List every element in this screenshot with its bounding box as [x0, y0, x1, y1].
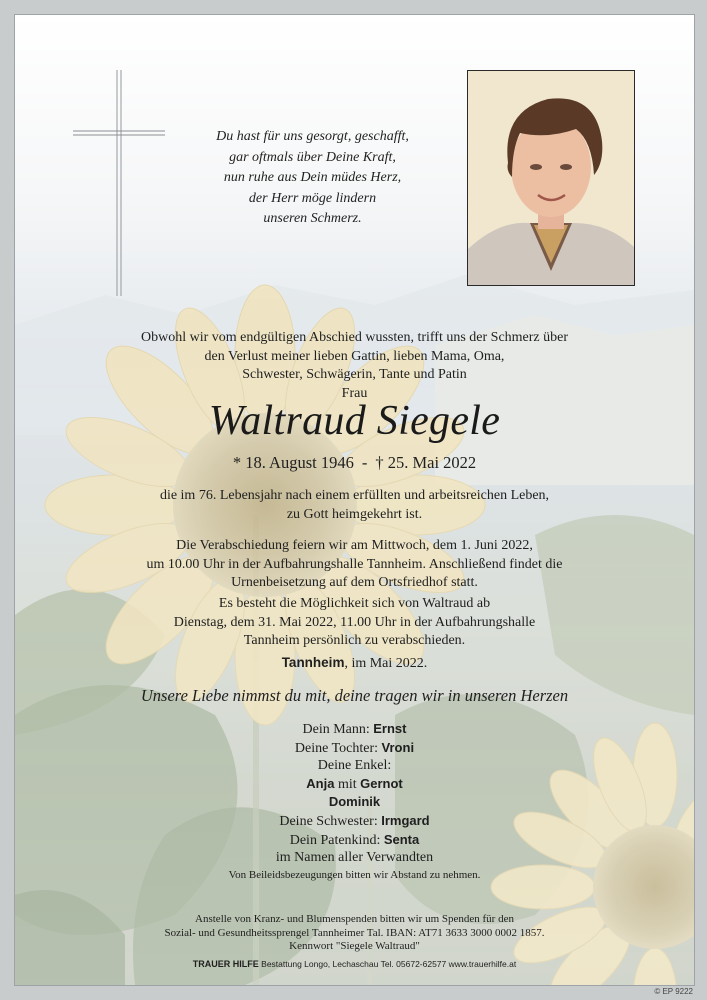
life-text [15, 487, 694, 524]
donations-note [15, 913, 694, 954]
motto: Unsere Liebe nimmst du mit, deine tragen wir in unseren Herzen [140, 686, 569, 705]
mourner-name: Ernst [373, 721, 407, 736]
donations-line: Anstelle von Kranz- und Blumenspenden bitten wir um Spenden für den [195, 913, 514, 925]
intro-line: Schwester, Schwägerin, Tante und Patin [242, 367, 467, 382]
mourner-label: Deine Tochter: [294, 740, 382, 756]
intro-line: den Verlust meiner lieben Gattin, lieben Mama, Oma, [204, 348, 505, 364]
life-text-line: die im 76. Lebensjahr nach einem erfüllten und arbeitsreichen Leben, [159, 488, 550, 503]
life-text-line: zu Gott heimgekehrt ist. [286, 506, 423, 522]
place-name: Tannheim [281, 655, 345, 670]
funeral-home-brand: TRAUER HILFE [192, 959, 259, 969]
mourner-label: Deine Enkel: [317, 758, 392, 774]
mourner-line [15, 739, 694, 758]
mourner-line [15, 775, 694, 794]
intro-text [15, 329, 694, 403]
mourner-line [15, 793, 694, 812]
mourner-line [15, 757, 694, 775]
obituary-page [14, 14, 695, 986]
funeral-line: Urnenbeisetzung auf dem Ortsfriedhof statt. [231, 575, 478, 590]
funeral-line: Die Verabschiedung feiern wir am Mittwoch, dem 1. Juni 2022, [176, 538, 533, 553]
mourner-connector: mit [334, 776, 361, 792]
viewing-line: Dienstag, dem 31. Mai 2022, 11.00 Uhr in der Aufbahrungshalle [173, 614, 536, 630]
poem-line: der Herr möge lindern [248, 190, 377, 206]
cross-icon [73, 70, 165, 296]
mourner-label: Dein Patenkind: [289, 832, 384, 848]
date-text: , im Mai 2022. [344, 656, 428, 671]
condolences-note: Von Beileidsbezeugungen bitten wir Abstand zu nehmen. [228, 869, 481, 881]
funeral-home-footer [15, 959, 694, 970]
death-date: † 25. Mai 2022 [375, 453, 477, 472]
poem-line: unseren Schmerz. [263, 211, 362, 226]
funeral-line: um 10.00 Uhr in der Aufbahrungshalle Tannheim. Anschließend findet die [146, 556, 563, 572]
date-separator: - [361, 453, 368, 472]
mourner-label: im Namen aller Verwandten [275, 850, 434, 866]
mourner-name: Anja [306, 775, 335, 791]
mourner-line [15, 720, 694, 739]
mourners-list [15, 720, 694, 867]
mourner-line [15, 849, 694, 867]
poem-line: nun ruhe aus Dein müdes Herz, [223, 170, 402, 185]
mourner-line [15, 812, 694, 831]
intro-line: Obwohl wir vom endgültigen Abschied wussten, trifft uns der Schmerz über [140, 330, 569, 345]
deceased-name: Waltraud Siegele [208, 398, 501, 444]
mourner-name: Senta [383, 831, 420, 847]
mourner-line [15, 831, 694, 850]
intro-line: Frau [341, 385, 368, 401]
poem [185, 127, 440, 230]
mourner-name: Irmgard [381, 812, 430, 828]
place-date [15, 654, 694, 674]
mourner-name: Gernot [360, 775, 403, 791]
poem-line: Du hast für uns gesorgt, geschafft, [216, 129, 409, 144]
donations-line: Kennwort "Siegele Waltraud" [289, 940, 420, 953]
birth-date: * 18. August 1946 [232, 453, 354, 472]
portrait-photo [467, 70, 635, 286]
life-dates [15, 452, 694, 474]
viewing-line: Es besteht die Möglichkeit sich von Waltraud ab [218, 596, 491, 611]
mourner-name: Vroni [381, 739, 415, 755]
mourner-label: Deine Schwester: [279, 813, 382, 829]
funeral-home-details: Bestattung Longo, Lechaschau Tel. 05672-62577 www.trauerhilfe.at [258, 959, 517, 969]
funeral-text [15, 537, 694, 593]
poem-line: gar oftmals über Deine Kraft, [229, 149, 396, 165]
print-code: © EP 9222 [654, 987, 693, 996]
mourner-label: Dein Mann: [302, 722, 374, 737]
viewing-text [15, 595, 694, 651]
mourner-name: Dominik [328, 794, 381, 810]
donations-line: Sozial- und Gesundheitssprengel Tannheimer Tal. IBAN: AT71 3633 3000 0002 1857. [164, 926, 545, 939]
viewing-line: Tannheim persönlich zu verabschieden. [243, 633, 466, 648]
